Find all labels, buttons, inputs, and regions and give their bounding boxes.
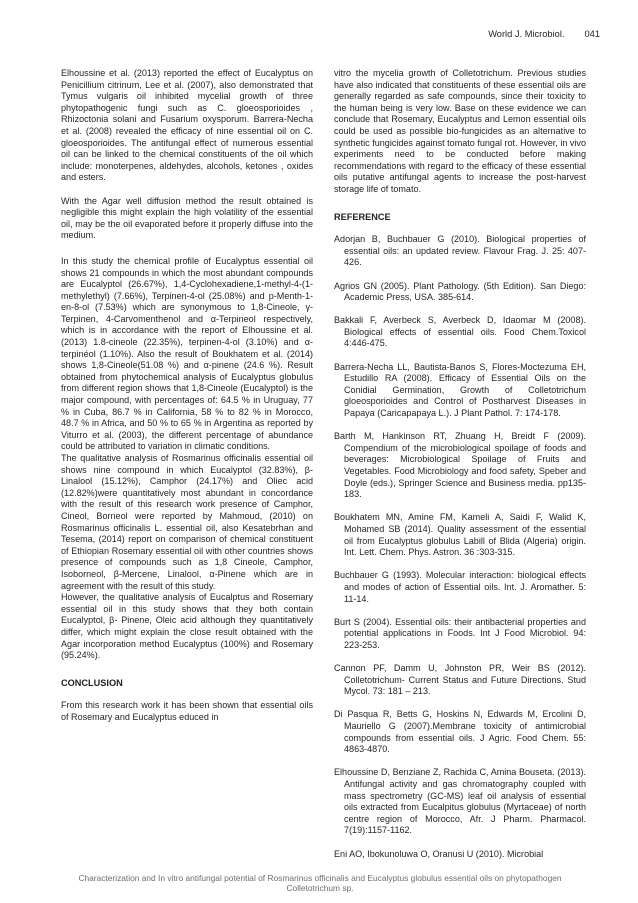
paragraph: From this research work it has been shown that essential oils of Rosemary and Eucalyptus educed in bbox=[61, 700, 313, 722]
journal-name: World J. Microbiol. bbox=[488, 29, 565, 39]
reference-item: Di Pasqua R, Betts G, Hoskins N, Edwards M, Ercolini D, Mauriello G (2007).Membrane toxicity of antimicrobial compounds from essential oils. J Agric. Food Chem. 55: 4863-4870. bbox=[334, 709, 586, 755]
page-number: 041 bbox=[584, 29, 600, 39]
right-column bbox=[334, 68, 586, 872]
paragraph: With the Agar well diffusion method the result obtained is negligible this might explain the high volatility of the essential oil, may be the oil evaporated before it properly diffuse into the medium. bbox=[61, 195, 313, 241]
reference-item: Bakkali F, Averbeck S, Averbeck D, Idaomar M (2008). Biological effects of essential oils. Food Chem.Toxicol 4:446-475. bbox=[334, 315, 586, 349]
reference-item: Eni AO, Ibokunoluwa O, Oranusi U (2010). Microbial bbox=[334, 848, 544, 859]
reference-item: Cannon PF, Damm U, Johnston PR, Weir BS (2012). Colletotrichum- Current Status and Future Directions. Stud Mycol. 73: 181 – 213. bbox=[334, 663, 586, 697]
reference-heading: REFERENCE bbox=[334, 211, 391, 222]
reference-item: Adorjan B, Buchbauer G (2010). Biological properties of essential oils: an updated review. Flavour Frag. J. 25: 407-426. bbox=[334, 234, 586, 268]
reference-item: Boukhatem MN, Amine FM, Kameli A, Saidi F, Walid K, Mohamed SB (2014). Quality assessment of the essential oil from Eucalyptus globulus Labill of Blida (Algeria) origin. Int. Lett. Chem. Phys. Astron. 36 :303-315. bbox=[334, 512, 586, 558]
paragraph: However, the qualitative analysis of Eucalptus and Rosemary essential oil in this study shows that they both contain Eucalyptol, β- Pinene, Oleic acid although they quantitatively differ, which might explain the close result obtained with the Agar incorporation method Eucalyptus (100%) and Rosemary (95.24%). bbox=[61, 592, 313, 661]
paragraph: vitro the mycelia growth of Colletotrichum. Previous studies have also indicated that constituents of these essential oils are generally regarded as safe compounds, since their toxicity to the human being is very low. Base on these evidence we can conclude that Rosemary, Eucalyptus and Lemon essential oils could be used as possible bio-fungicides as an alternative to synthetic fungicides against tomato fungal rot. However, in vivo experiments need to be conducted before making recommendations with regard to the efficacy of these essential oils putative antifungal agents to increase the post-harvest storage life of tomato. bbox=[334, 68, 586, 194]
footer-line: Colletotrichum sp. bbox=[286, 883, 354, 894]
reference-list bbox=[334, 234, 586, 860]
reference-item: Buchbauer G (1993). Molecular interaction: biological effects and modes of action of Essential oils. Int. J. Aromather. 5: 11-14. bbox=[334, 570, 586, 604]
running-header bbox=[488, 29, 600, 39]
reference-item: Agrios GN (2005). Plant Pathology. (5th Edition). San Diego: Academic Press, USA. 385-614. bbox=[334, 280, 586, 303]
conclusion-heading: CONCLUSION bbox=[61, 677, 123, 688]
reference-item: Elhoussine D, Benziane Z, Rachida C, Amina Bouseta. (2013). Antifungal activity and gas chromatography coupled with mass spectrometry (GC-MS) leaf oil analysis of essential oils extracted from Eucalpitus globulus (Myrtaceae) of north centre region of Morocco, Afr. J Pharm. Pharmacol. 7(19):1157-1162. bbox=[334, 767, 586, 836]
paragraph: The qualitative analysis of Rosmarinus officinalis essential oil shows nine compound in which Eucalyptol (32.83%), β-Linalool (15.12%), Camphor (24.17%) and Oliec acid (12.82%)were quantitatively most abundant in concordance with the result of this research work presence of Camphor, Cineol, Borneol were reported by Mahmoud, (2010) on Rosmarinus officinalis L. essential oil, also Kesatebrhan and Tesema, (2014) report on comparison of chemical constituent of Ethiopian Rosemary essential oil with other countries shows presence of compounds such as 1,8 Cineole, Camphor, Isoborneol, β-Mercene, Linalool, α-Pinene which are in agreement with the result of this study. bbox=[61, 453, 313, 591]
left-column bbox=[61, 68, 313, 735]
reference-item: Barrera-Necha LL, Bautista-Banos S, Flores-Moctezuma EH, Estudillo RA (2008). Efficacy of Essential Oils on the Conidial Germination, Growth of Colletotrichum gloeosporioides and Control of Postharvest Diseases in Papaya (Caricapapaya L.). J Plant Pathol. 7: 174-178. bbox=[334, 361, 586, 419]
paragraph: In this study the chemical profile of Eucalyptus essential oil shows 21 compounds in which the most abundant compounds are Eucalyptol (26.67%), 1,4-Cyclohexadiene,1-methyl-4-(1-methylethyl) (7.66%), Terpinen-4-ol (25.08%) and p-Menth-1-en-8-ol (7.53%) which are synonymous to 1,8-Cineole, γ-Terpinen, 4-Carvomenthenol and α-Terpineol respectively, which is in accordance with the report of Elhoussine et al. (2013) 1.8-cineole (22.35%), terpinen-4-ol (3.10%) and α-terpinéol (1.10%). Also the result of Boukhatem et al. (2014) shows 1,8-Cineole(51.08 %) and α-pinene (24.6 %). Result obtained from phytochemical analysis of Eucalyptus globulus from different region shows that 1,8-Cineole (Eucalyptol) is the major compound, with percentages of: 64.5 % in Uruguay, 77 % in Cuba, 86.7 % in California, 58 % to 82 % in Morocco, 48.7 % in Africa, and 50 % to 65 % in Argentina as reported by Viturro et al. (2003), the different percentage of abundance could be attributed to variation in climatic conditions. bbox=[61, 255, 313, 452]
running-footer bbox=[50, 873, 590, 894]
paragraph: Elhoussine et al. (2013) reported the effect of Eucalyptus on Penicillium citrinum, Lee et al. (2007), also demonstrated that Tymus vulgaris oil inhibited mycelial growth of three phytopathogenic fungi such as C. gloeosporioides , Rhizoctonia solani and Fusarium oxysporum. Barrera-Necha et al. (2008) revealed the efficacy of nine essential oil on C. gloeosporioides. The antifungal effect of numerous essential oil can be linked to the chemical constituents of the oil which include: monoterpenes, aldehydes, alcohols, ketones , oxides and esters. bbox=[61, 68, 313, 183]
footer-line: Characterization and In vitro antifungal potential of Rosmarinus officinalis and Eucalyptus globulus essential oils on phytopathogen bbox=[78, 873, 562, 883]
reference-item: Burt S (2004). Essential oils: their antibacterial properties and potential applications in Foods. Int J Food Microbiol. 94: 223-253. bbox=[334, 616, 586, 650]
reference-item: Barth M, Hankinson RT, Zhuang H, Breidt F (2009). Compendium of the microbiological spoilage of foods and beverages: Microbiological Spoilage of Fruits and Vegetables. Food Microbiology and food safety, Speber and Doyle (eds.), Springer Science and Business media. pp135-183. bbox=[334, 431, 586, 500]
